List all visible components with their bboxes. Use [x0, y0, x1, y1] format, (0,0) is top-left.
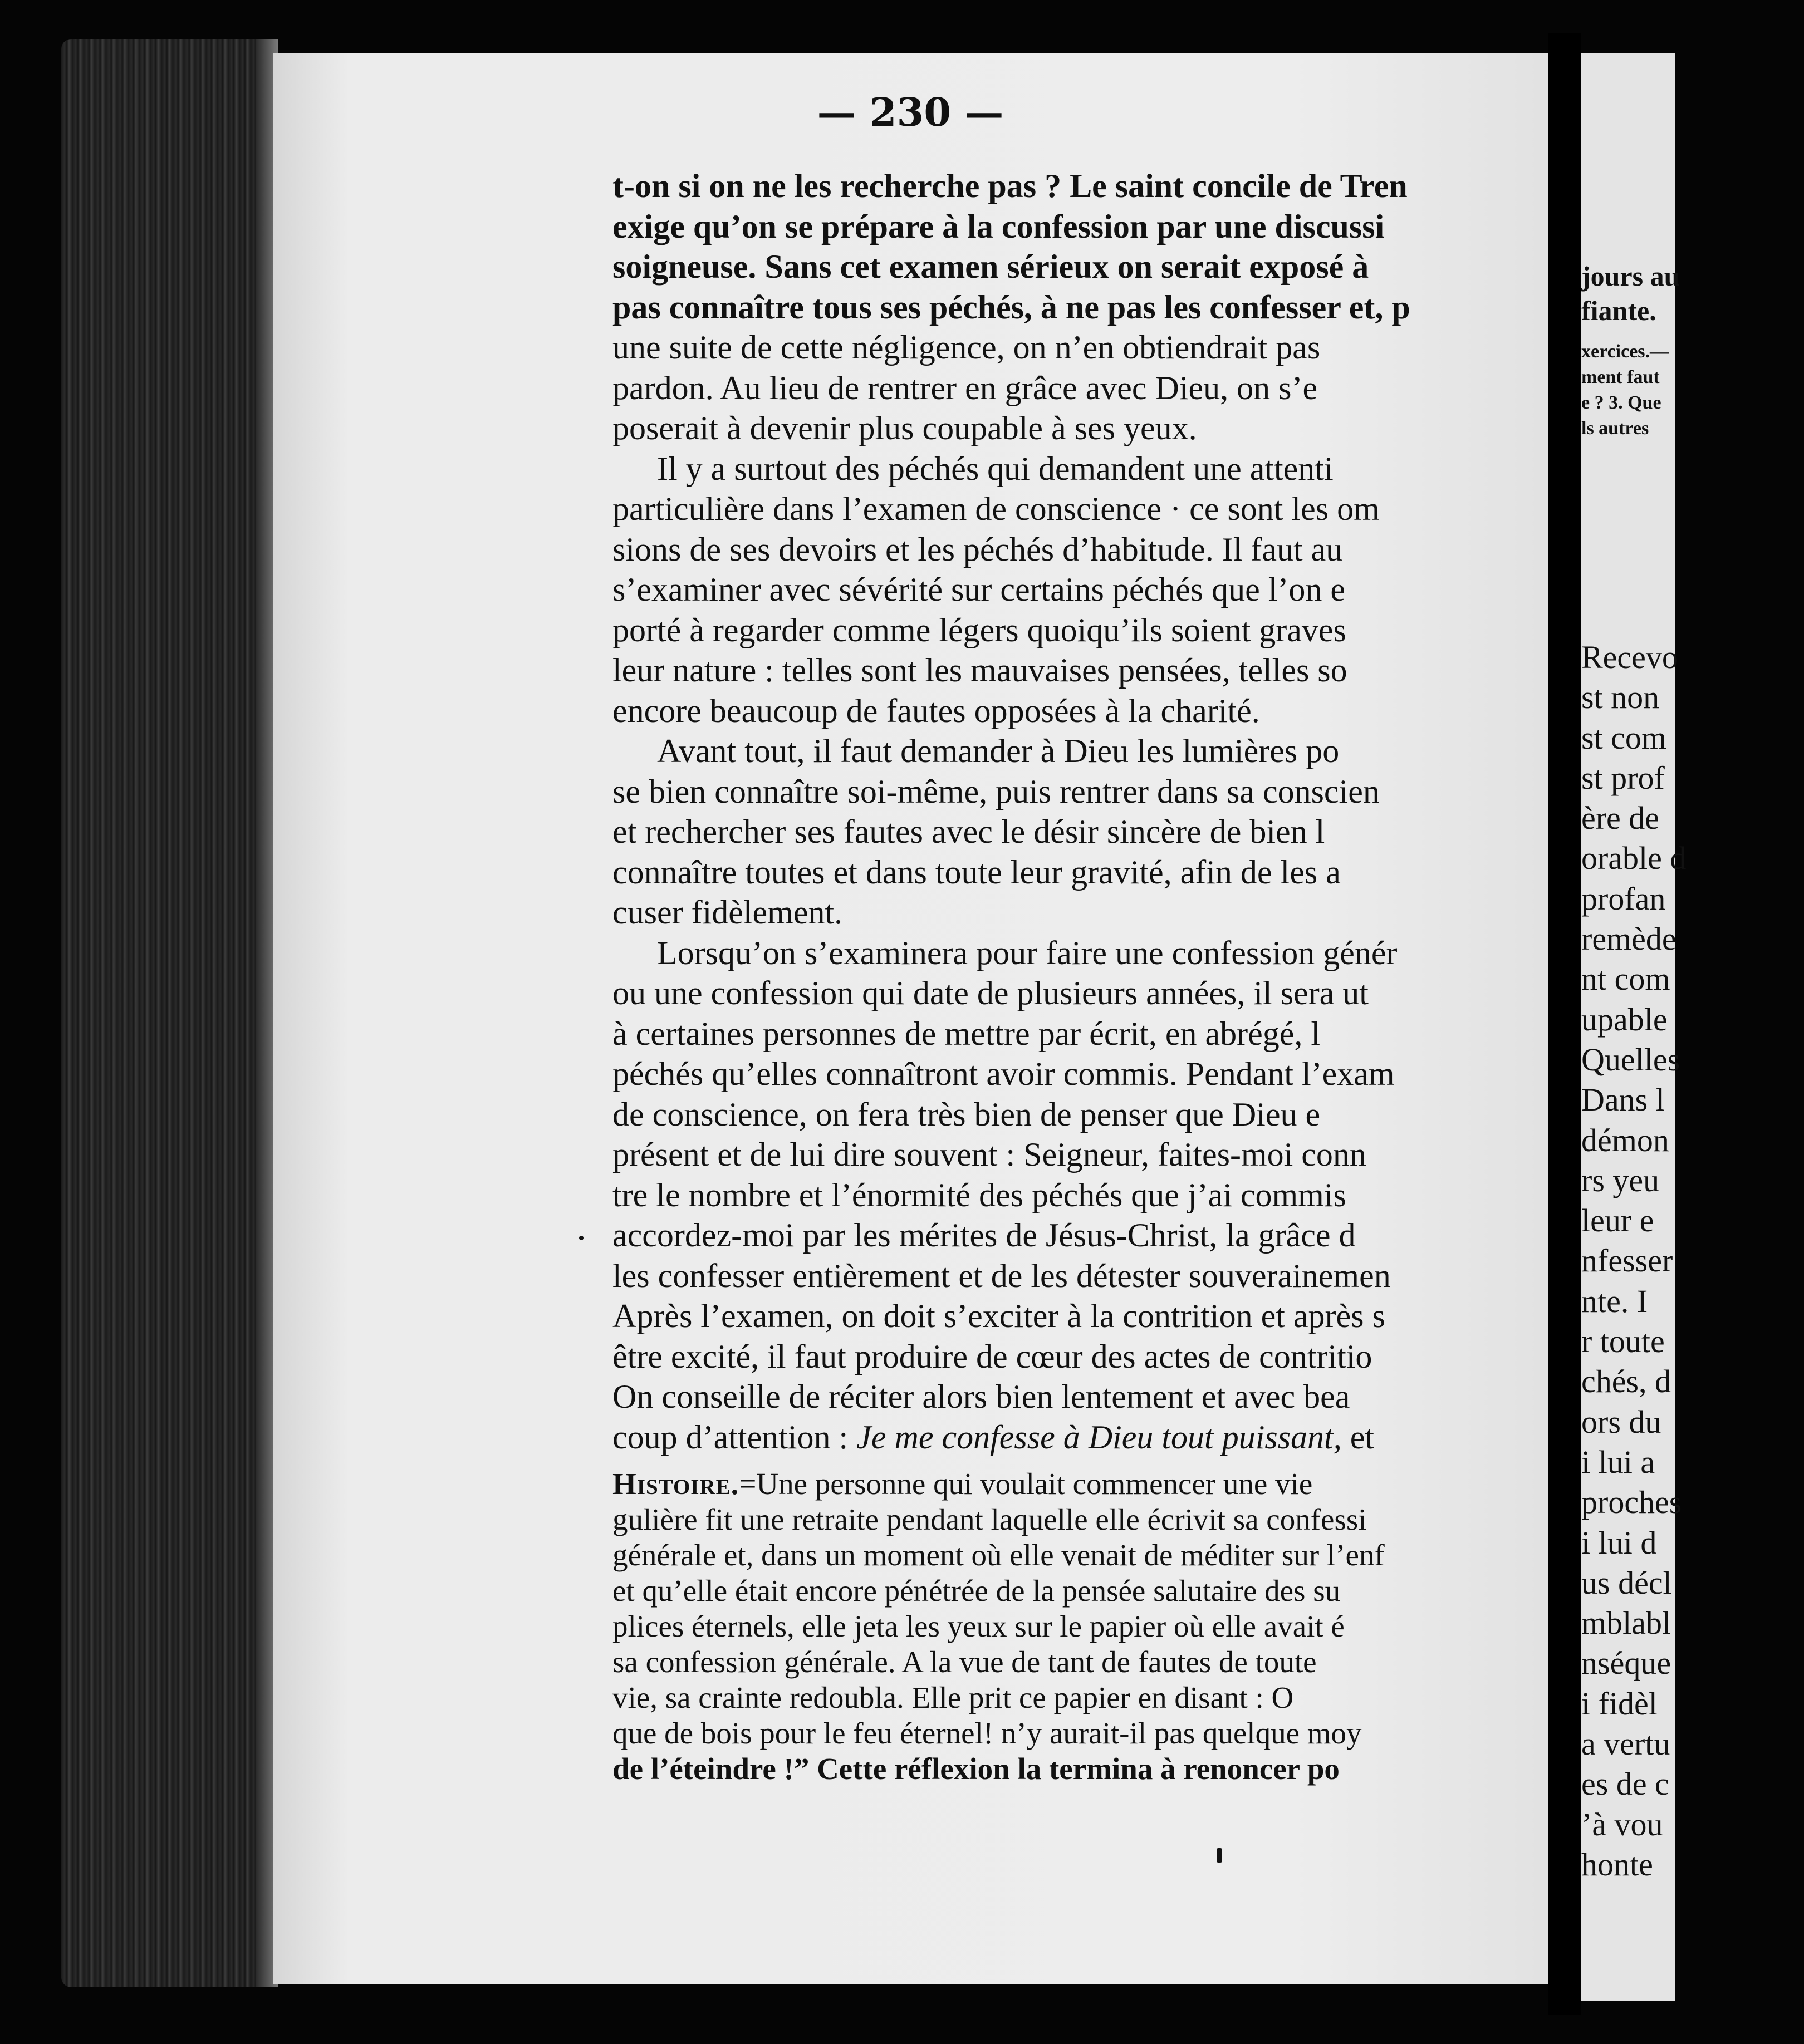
text-line: Il y a surtout des péchés qui demandent une attenti	[657, 450, 1334, 487]
text-line: r toute	[1581, 1323, 1665, 1360]
text-line: exige qu’on se prépare à la confession par une discussi	[612, 208, 1385, 245]
text-line: une suite de cette négligence, on n’en obtiendrait pas	[612, 329, 1321, 366]
text-line: et qu’elle était encore pénétrée de la pensée salutaire des su	[612, 1574, 1341, 1608]
text-line: démon	[1581, 1122, 1669, 1158]
text-line: nfesser	[1581, 1242, 1673, 1279]
text-line: ls autres	[1581, 418, 1649, 439]
text-line: pas connaître tous ses péchés, à ne pas les confesser et, p	[612, 288, 1410, 326]
text-line: leur e	[1581, 1202, 1654, 1239]
page-number: — 230 —	[817, 89, 1004, 135]
text-line: honte	[1581, 1846, 1653, 1883]
text-line: ment faut	[1581, 367, 1660, 387]
text-line: i lui a	[1581, 1443, 1655, 1480]
prayer-title: Je me confesse à Dieu tout puissant,	[856, 1418, 1342, 1456]
text-line: fiante.	[1581, 295, 1656, 326]
text-line: st non	[1581, 679, 1660, 716]
book-page-right	[1581, 53, 1687, 2001]
text-line-last	[612, 1417, 1548, 1458]
paragraph	[612, 166, 1548, 449]
text-line: jours au	[1581, 261, 1680, 292]
text-line: de l’éteindre !” Cette réflexion la termina à renoncer po	[612, 1752, 1340, 1786]
text-line: être excité, il faut produire de cœur des actes de contritio	[612, 1338, 1372, 1375]
text-line: e ? 3. Que	[1581, 392, 1661, 413]
page-text-body	[612, 166, 1548, 1787]
text-line: vie, sa crainte redoubla. Elle prit ce papier en disant : O	[612, 1681, 1294, 1714]
text-line: st com	[1581, 719, 1667, 756]
text-line: Quelles	[1581, 1041, 1680, 1078]
book-page-edges	[61, 39, 278, 1987]
text-line: encore beaucoup de fautes opposées à la charité.	[612, 692, 1260, 729]
ink-speck	[1217, 1848, 1222, 1863]
text-line: pardon. Au lieu de rentrer en grâce avec Dieu, on s’e	[612, 369, 1318, 406]
text-line: à certaines personnes de mettre par écrit, en abrégé, l	[612, 1015, 1321, 1052]
histoire-label: Histoire.	[612, 1467, 739, 1501]
histoire-section	[612, 1466, 1548, 1787]
text-line: chés, d	[1581, 1363, 1671, 1400]
ink-speck	[579, 1236, 584, 1240]
text-line: cuser fidèlement.	[612, 894, 843, 931]
text-line: connaître toutes et dans toute leur gravité, afin de les a	[612, 853, 1341, 891]
text-line: a vertu	[1581, 1726, 1670, 1762]
facing-upper-text	[1581, 259, 1804, 441]
paragraph	[612, 731, 1548, 933]
text-line: i fidèl	[1581, 1685, 1658, 1722]
text-line: les confesser entièrement et de les détester souverainemen	[612, 1257, 1391, 1294]
text-line: proches	[1581, 1484, 1682, 1521]
text-line: remède	[1581, 921, 1676, 957]
histoire-line-start: =Une personne qui voulait commencer une vie	[739, 1467, 1313, 1501]
text-line: orable d	[1581, 840, 1687, 877]
text-line: Lorsqu’on s’examinera pour faire une confession génér	[657, 934, 1398, 971]
text-line: plices éternels, elle jeta les yeux sur le papier où elle avait é	[612, 1609, 1345, 1643]
book-binding-gutter	[1548, 33, 1581, 2015]
text-line: ors du	[1581, 1403, 1661, 1440]
text-line: profan	[1581, 880, 1666, 917]
text-line: se bien connaître soi-même, puis rentrer dans sa conscien	[612, 773, 1380, 810]
text-line: upable	[1581, 1001, 1668, 1038]
text-line: présent et de lui dire souvent : Seigneur, faites-moi conn	[612, 1136, 1366, 1173]
text-line: nt com	[1581, 961, 1670, 998]
text-line-tail: et	[1341, 1418, 1375, 1456]
text-line: soigneuse. Sans cet examen sérieux on serait exposé à	[612, 248, 1369, 285]
text-line: générale et, dans un moment où elle venait de méditer sur l’enf	[612, 1538, 1385, 1572]
text-line: Recevo	[1581, 639, 1678, 675]
text-line: Dans l	[1581, 1082, 1665, 1118]
text-line: nséque	[1581, 1645, 1671, 1682]
text-line-start: coup d’attention :	[612, 1418, 849, 1456]
text-line: particulière dans l’examen de conscience · ce sont les om	[612, 490, 1380, 527]
text-line: ’à vou	[1581, 1806, 1663, 1842]
text-line: es de c	[1581, 1766, 1669, 1802]
text-line: nte. I	[1581, 1283, 1648, 1319]
text-line: us décl	[1581, 1564, 1672, 1601]
text-line: que de bois pour le feu éternel! n’y aurait-il pas quelque moy	[612, 1716, 1362, 1750]
text-line: poserait à devenir plus coupable à ses yeux.	[612, 410, 1197, 446]
text-line: leur nature : telles sont les mauvaises pensées, telles so	[612, 652, 1347, 689]
text-line: péchés qu’elles connaîtront avoir commis. Pendant l’exam	[612, 1055, 1395, 1092]
text-line: s’examiner avec sévérité sur certains péchés que l’on e	[612, 571, 1346, 608]
text-line: et rechercher ses fautes avec le désir sincère de bien l	[612, 813, 1325, 850]
text-line: st prof	[1581, 759, 1665, 796]
paragraph	[612, 933, 1548, 1458]
paragraph	[612, 449, 1548, 731]
text-line: On conseille de réciter alors bien lentement et avec bea	[612, 1378, 1350, 1415]
text-line: ou une confession qui date de plusieurs années, il sera ut	[612, 975, 1369, 1011]
text-line	[612, 1466, 1548, 1502]
text-line: sa confession générale. A la vue de tant de fautes de toute	[612, 1645, 1317, 1679]
text-line: porté à regarder comme légers quoiqu’ils soient graves	[612, 611, 1346, 648]
text-line: i lui d	[1581, 1524, 1657, 1561]
text-line: xercices.—	[1581, 341, 1669, 362]
text-line: gulière fit une retraite pendant laquelle elle écrivit sa confessi	[612, 1502, 1367, 1536]
text-line: de conscience, on fera très bien de penser que Dieu e	[612, 1095, 1321, 1133]
text-line: accordez-moi par les mérites de Jésus-Christ, la grâce d	[612, 1217, 1356, 1254]
text-line: ère de	[1581, 800, 1660, 837]
text-line: t-on si on ne les recherche pas ? Le saint concile de Tren	[612, 168, 1408, 204]
text-line: mblabl	[1581, 1605, 1671, 1642]
text-line: Avant tout, il faut demander à Dieu les lumières po	[657, 733, 1340, 769]
text-line: rs yeu	[1581, 1162, 1660, 1198]
text-line: Après l’examen, on doit s’exciter à la contrition et après s	[612, 1298, 1385, 1334]
facing-lower-text	[1581, 637, 1804, 1885]
text-line: tre le nombre et l’énormité des péchés que j’ai commis	[612, 1176, 1346, 1213]
text-line: sions de ses devoirs et les péchés d’habitude. Il faut au	[612, 530, 1343, 568]
